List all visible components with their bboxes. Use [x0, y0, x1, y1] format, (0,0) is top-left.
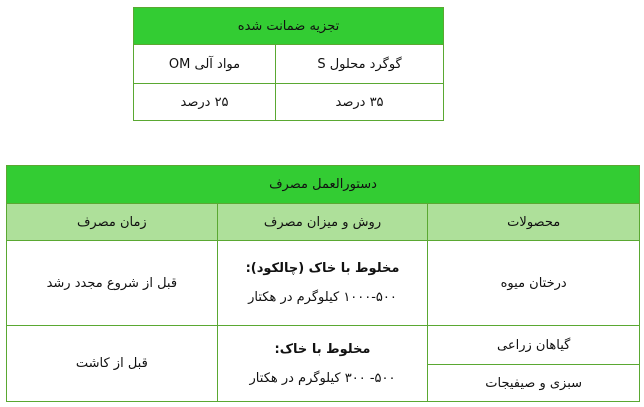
value-soluble-sulfur: ۳۵ درصد: [276, 84, 444, 121]
method-amount: ۱۰۰۰-۵۰۰ کیلوگرم در هکتار: [248, 290, 397, 305]
header-method: روش و میزان مصرف: [217, 204, 428, 241]
header-soluble-sulfur: گوگرد محلول S: [276, 45, 444, 84]
usage-title: دستورالعمل مصرف: [7, 166, 640, 204]
value-organic-matter: ۲۵ درصد: [134, 84, 276, 121]
table-row: [7, 241, 640, 326]
method-title: مخلوط با خاک:: [274, 341, 371, 357]
usage-table: [6, 165, 640, 402]
time-cell: قبل از کاشت: [7, 326, 218, 402]
time-cell: قبل از شروع مجدد رشد: [7, 241, 218, 326]
header-organic-matter: مواد آلی OM: [134, 45, 276, 84]
product-vegetables: سبزی و صیفیجات: [428, 365, 640, 402]
header-time: زمان مصرف: [7, 204, 218, 241]
method-cell: [217, 241, 428, 326]
method-title: مخلوط با خاک (چالکود):: [245, 261, 400, 276]
method-cell: [217, 326, 428, 402]
composition-title: تجزیه ضمانت شده: [134, 8, 444, 45]
table-row: [7, 326, 640, 365]
header-products: محصولات: [428, 204, 640, 241]
composition-table: [133, 7, 444, 121]
product-field-crops: گیاهان زراعی: [428, 326, 640, 365]
product-fruit-trees: درختان میوه: [428, 241, 640, 326]
method-amount: ۵۰۰- ۳۰۰ کیلوگرم در هکتار: [249, 370, 396, 386]
